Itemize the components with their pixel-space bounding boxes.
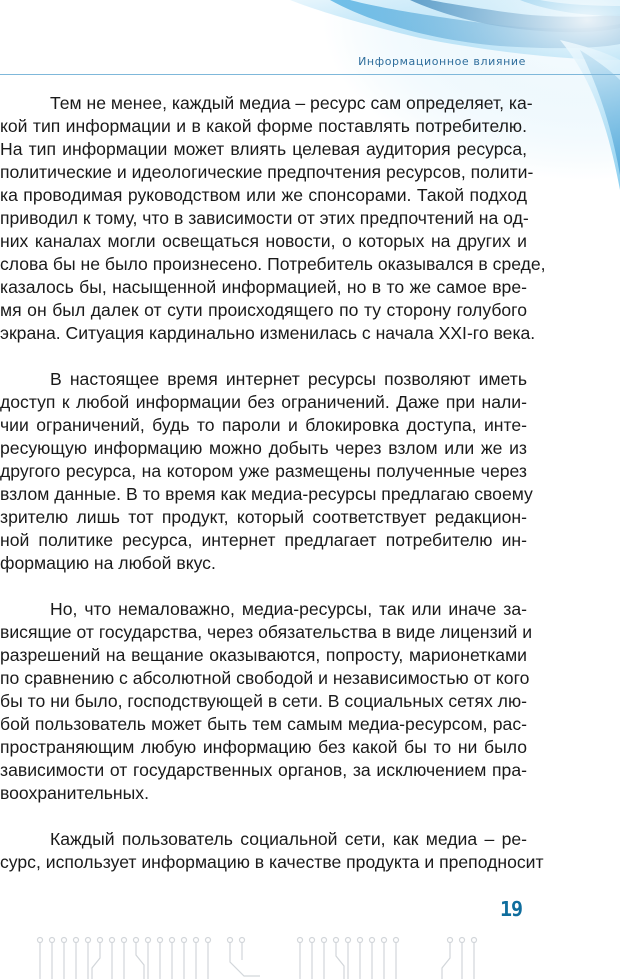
text-line: по сравнению с абсолютной свободой и независимостью от кого [0,668,530,688]
text-line: ка проводимая руководством или же спонсорами. Такой подход [0,185,527,205]
text-line: формацию на любой вкус. [0,553,216,573]
paragraph-1 [0,92,546,345]
text-line: ной политике ресурса, интернет предлагает потребителю ин- [0,530,527,550]
text-line: зависимости от государственных органов, за исключением пра- [0,760,527,780]
text-line: Каждый пользователь социальной сети, как медиа – ре- [50,829,527,849]
text-line: разрешений на вещание оказываются, попросту, марионетками [0,645,527,665]
text-line: политические и идеологические предпочтения ресурсов, полити- [0,162,534,182]
text-line: В настоящее время интернет ресурсы позволяют иметь [50,369,527,389]
text-line: них каналах могли освещаться новости, о которых на других и [0,231,527,251]
header-rule [0,74,620,75]
text-line: Но, что немаловажно, медиа-ресурсы, так или иначе за- [50,599,527,619]
text-line: воохранительных. [0,783,149,803]
paragraph-3 [0,598,533,805]
circuit-decoration [0,930,620,979]
text-line: бой пользователь может быть тем самым медиа-ресурсом, рас- [0,714,527,734]
page-number: 19 [500,897,523,921]
text-line: взлом данные. В то время как медиа-ресурсы предлагаю своему [0,484,533,504]
text-line: чии ограничений, будь то пароли и блокировка доступа, инте- [0,415,527,435]
text-line: висящие от государства, через обязательства в виде лицензий и [0,622,533,642]
text-line: Тем не менее, каждый медиа – ресурс сам определяет, ка- [50,93,533,113]
text-line: мя он был далек от сути происходящего по ту сторону голубого [0,300,527,320]
running-header: Информационное влияние [358,55,526,68]
text-line: доступ к любой информации без ограничений. Даже при нали- [0,392,527,412]
text-line: другого ресурса, на котором уже размещены полученные через [0,461,527,481]
text-line: зрителю лишь тот продукт, который соответствует редакцион- [0,507,527,527]
text-line: сурс, использует информацию в качестве продукта и преподносит [0,852,544,872]
text-line: ресующую информацию можно добыть через взлом или же из [0,438,527,458]
text-line: экрана. Ситуация кардинально изменилась с начала XXI-го века. [0,323,536,343]
text-line: приводил к тому, что в зависимости от этих предпочтений на од- [0,208,529,228]
text-line: На тип информации может влиять целевая аудитория ресурса, [0,139,527,159]
paragraph-2 [0,368,533,575]
body-text [0,92,546,874]
text-line: бы то ни было, господствующей в сети. В социальных сетях лю- [0,691,527,711]
paragraph-4 [0,828,544,874]
text-line: кой тип информации и в какой форме поставлять потребителю. [0,116,527,136]
text-line: пространяющим любую информацию без какой бы то ни было [0,737,527,757]
text-line: слова бы не было произнесено. Потребитель оказывался в среде, [0,254,546,274]
text-line: казалось бы, насыщенной информацией, но в то же самое вре- [0,277,527,297]
